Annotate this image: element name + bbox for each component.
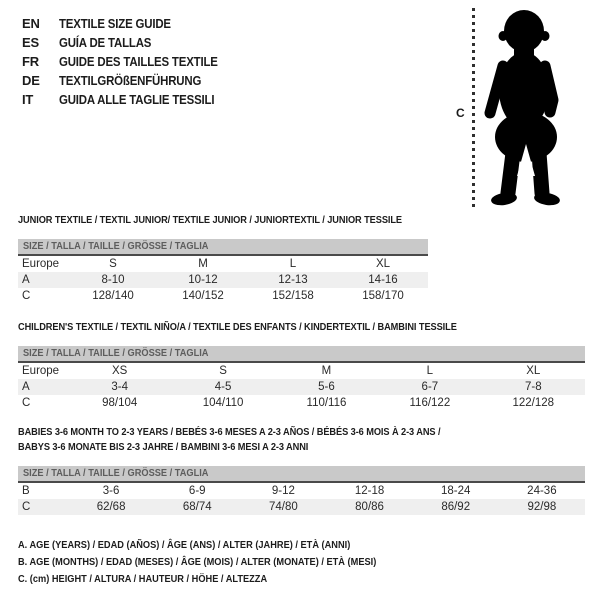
section-title: CHILDREN'S TEXTILE / TEXTIL NIÑO/A / TEXTILE DES ENFANTS / KINDERTEXTIL / BAMBINI TESSILE (18, 321, 457, 333)
language-title: TEXTILE SIZE GUIDE (59, 16, 171, 31)
footnote-b: B. AGE (MONTHS) / EDAD (MESES) / ÂGE (MOIS) / ALTER (MONATE) / ETÀ (MESI) (18, 556, 377, 568)
language-row-es (22, 33, 239, 52)
table-header-row: Europe XS S M L XL (22, 365, 541, 377)
language-title: GUIDA ALLE TAGLIE TESSILI (59, 92, 215, 107)
table-header-row: Europe S M L XL (22, 258, 391, 270)
junior-size-table (18, 256, 428, 304)
height-marker-label: C (456, 106, 465, 120)
height-figure (450, 6, 590, 216)
baby-silhouette-icon (480, 8, 576, 208)
language-code: IT (22, 92, 34, 107)
section-title-line1: BABIES 3-6 MONTH TO 2-3 YEARS / BEBÉS 3-6 MESES A 2-3 AÑOS / BÉBÉS 3-6 MOIS À 2-3 ANS / (18, 426, 441, 438)
children-size-table (18, 363, 585, 411)
language-title-list (22, 14, 239, 109)
language-title: TEXTILGRÖßENFÜHRUNG (59, 73, 202, 88)
section-babies-textile (18, 425, 585, 515)
section-title (18, 425, 585, 455)
table-row-height: C 98/104 104/110 110/116 116/122 122/128 (22, 397, 555, 409)
section-title-line2: BABYS 3-6 MONATE BIS 2-3 JAHRE / BAMBINI 3-6 MESI A 2-3 ANNI (18, 441, 309, 453)
language-code: ES (22, 35, 39, 50)
language-row-en (22, 14, 239, 33)
footnote-c: C. (cm) HEIGHT / ALTURA / HAUTEUR / HÖHE / ALTEZZA (18, 573, 268, 585)
language-title: GUÍA DE TALLAS (59, 35, 152, 50)
table-row-age: A 8-10 10-12 12-13 14-16 (18, 272, 428, 288)
table-row-age-months: B 3-6 6-9 9-12 12-18 18-24 24-36 (22, 485, 557, 497)
height-dashed-line-icon (472, 8, 475, 210)
language-row-fr (22, 52, 239, 71)
language-code: EN (22, 16, 40, 31)
size-header-bar: SIZE / TALLA / TAILLE / GRÖSSE / TAGLIA (18, 346, 585, 363)
babies-size-table (18, 483, 585, 515)
table-row-height: C 62/68 68/74 74/80 80/86 86/92 92/98 (18, 499, 585, 515)
table-row-height: C 128/140 140/152 152/158 158/170 (22, 290, 404, 302)
language-row-it (22, 90, 239, 109)
section-junior-textile (18, 213, 428, 304)
language-code: FR (22, 54, 39, 69)
section-title: JUNIOR TEXTILE / TEXTIL JUNIOR/ TEXTILE JUNIOR / JUNIORTEXTIL / JUNIOR TESSILE (18, 214, 403, 226)
footnote-legend (18, 537, 425, 588)
section-childrens-textile (18, 320, 585, 411)
language-code: DE (22, 73, 40, 88)
size-header-bar: SIZE / TALLA / TAILLE / GRÖSSE / TAGLIA (18, 466, 585, 483)
table-row-age: A 3-4 4-5 5-6 6-7 7-8 (18, 379, 585, 395)
size-header-bar: SIZE / TALLA / TAILLE / GRÖSSE / TAGLIA (18, 239, 428, 256)
language-row-de (22, 71, 239, 90)
language-title: GUIDE DES TAILLES TEXTILE (59, 54, 218, 69)
footnote-a: A. AGE (YEARS) / EDAD (AÑOS) / ÂGE (ANS) / ALTER (JAHRE) / ETÀ (ANNI) (18, 539, 351, 551)
